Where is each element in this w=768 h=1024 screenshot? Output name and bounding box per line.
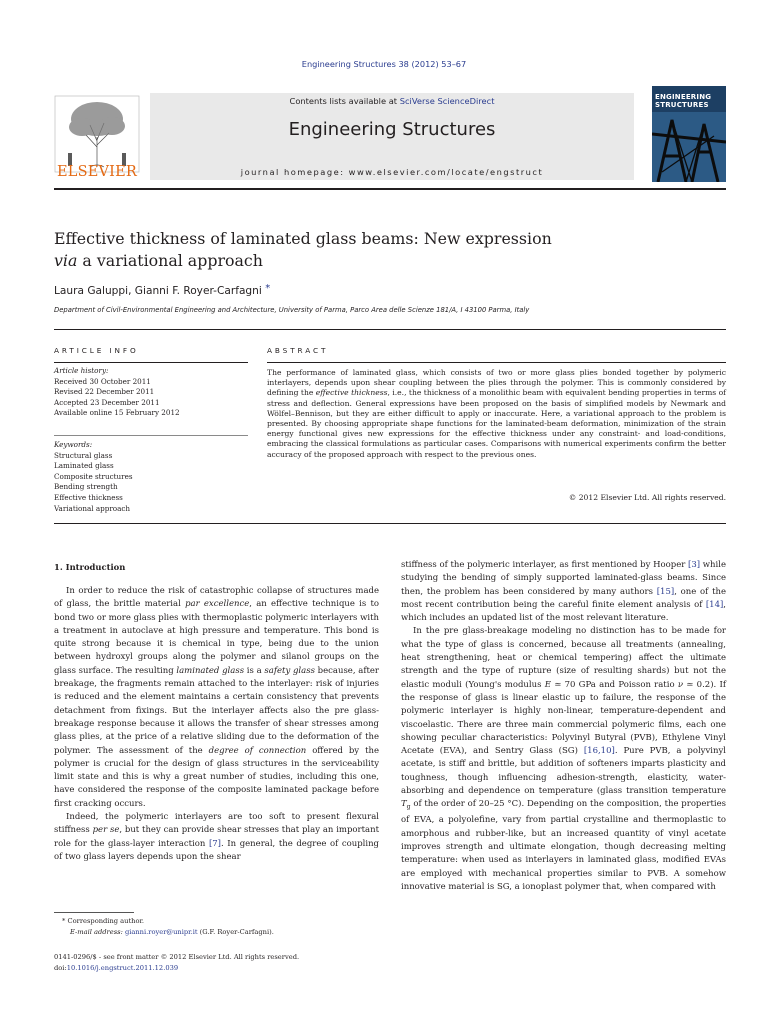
- italic-run: per se: [92, 825, 120, 836]
- corresponding-author-mark[interactable]: *: [265, 283, 271, 294]
- text-run: . In general, the degree of coupling of two glass layers depends upon the shear: [54, 838, 380, 862]
- abstract-text: [267, 368, 726, 460]
- footnote-corresponding: [54, 916, 379, 927]
- abstract-heading: ABSTRACT: [267, 346, 329, 355]
- keyword-item: Bending strength: [54, 482, 118, 492]
- title-line-2-rest: a variational approach: [77, 251, 263, 270]
- text-run: . Pure PVB, a polyvinyl acetate, is stiff and brittle, but addition of softeners imparts plasticity and toughness, though influencing adhesion-strength, elasticity, water-absorbing and dependence on temperature (glass transition temperature: [401, 746, 727, 797]
- footnote-mark: *: [62, 917, 66, 925]
- homepage-prefix: journal homepage:: [240, 167, 349, 177]
- issn-line: 0141-0296/$ - see front matter © 2012 Elsevier Ltd. All rights reserved.: [54, 953, 300, 961]
- citation-link[interactable]: [15]: [656, 586, 675, 597]
- text-run: while studying the bending of simply supported laminated-glass beams. Since then, the problem has been considered by many authors: [401, 560, 726, 597]
- email-link[interactable]: gianni.royer@unipr.it: [124, 928, 198, 936]
- text-run: Indeed, the polymeric interlayers are too soft to present flexural stiffness: [54, 812, 379, 836]
- intro-paragraph-4: [401, 625, 726, 894]
- doi-prefix: doi:: [54, 964, 67, 972]
- math-symbol: T: [401, 799, 407, 810]
- cover-title: [655, 93, 723, 109]
- homepage-url-link[interactable]: www.elsevier.com/locate/engstruct: [348, 167, 544, 177]
- keyword-item: Variational approach: [54, 503, 131, 513]
- email-label: E-mail address:: [70, 928, 123, 936]
- doi-line: [54, 963, 454, 974]
- title-line-1: Effective thickness of laminated glass beams: New expression: [54, 229, 552, 248]
- cover-title-line2: STRUCTURES: [655, 101, 709, 109]
- title-divider: [54, 329, 726, 330]
- abstract-rule-top: [267, 362, 726, 363]
- text-run: because, after breakage, the fragments remain attached to the interlayer: risk of injuries is reduced and the element maintains a certain consistency that prevents detachment from fixings. But the interlayer affects also the pre glass-breakage response because it allows the transfer of shear stresses among glass plies, at the price of a relative sliding due to the deformation of the polymer. The assessment of the: [54, 665, 379, 756]
- contents-availability: [150, 96, 634, 106]
- affiliation: Department of Civil-Environmental Engineering and Architecture, University of Parma, Parco Area delle Scienze 181/A, I 43100 Parma, Italy: [54, 306, 530, 314]
- keywords-block: [54, 440, 248, 514]
- footnote-email-line: [54, 927, 379, 938]
- article-history: [54, 366, 248, 419]
- italic-run: laminated glass: [176, 665, 245, 676]
- contents-prefix: Contents lists available at: [289, 96, 400, 106]
- history-online: Available online 15 February 2012: [54, 408, 180, 418]
- text-run: In order to reduce the risk of catastrophic collapse of structures made of glass, the brittle material: [54, 586, 379, 610]
- intro-paragraph-1: [54, 585, 379, 811]
- keyword-item: Laminated glass: [54, 461, 114, 471]
- italic-run: safety glass: [264, 665, 315, 676]
- author-list: [54, 283, 270, 297]
- text-run: , which includes an updated list of the most relevant literature.: [401, 599, 726, 624]
- text-run: , but they can provide shear stresses that play an important role for the glass-layer interaction: [54, 825, 379, 849]
- history-accepted: Accepted 23 December 2011: [54, 397, 160, 407]
- journal-homepage: [150, 167, 634, 177]
- footnote: [54, 916, 379, 938]
- left-column-body: [54, 585, 379, 864]
- intro-paragraph-2: [54, 811, 379, 864]
- abstract-copyright: © 2012 Elsevier Ltd. All rights reserved.: [568, 493, 726, 502]
- cover-title-line1: ENGINEERING: [655, 93, 712, 101]
- title-line-2: [54, 250, 614, 272]
- section-heading-introduction: 1. Introduction: [54, 562, 126, 572]
- footnote-corr-text: Corresponding author.: [67, 917, 145, 925]
- sciencedirect-link[interactable]: SciVerse ScienceDirect: [399, 96, 495, 106]
- text-run: is a: [244, 665, 265, 676]
- abstract-text-part: , i.e., the thickness of a monolithic beam with equivalent bending properties in terms of stress and deflection. General expressions have been proposed on the basis of simplified models by Newmark and Wölfel–Bennison, but they are either difficult to apply or inaccurate. Here, a variational approach to the problem is presented. By choosing appropriate shape functions for the laminated-beam deformation, minimization of the strain energy functional gives new expressions for the effective thickness under any constraint- and load-conditions, embracing the classical formulations as particular cases. Comparisons with numerical experiments confirm the better accuracy of the proposed approach with respect to the previous ones.: [267, 388, 726, 459]
- history-label: Article history:: [54, 366, 109, 375]
- text-run: In the pre glass-breakage modeling no distinction has to be made for what the type of glass is concerned, because all treatments (annealing, heat strengthening, heat or chemical tempering) affect the ultimate strength and the type of rupture (size of resulting shards) but not the elastic moduli (Young's modulus: [401, 626, 726, 690]
- text-run: stiffness of the polymeric interlayer, as first mentioned by Hooper: [401, 560, 689, 570]
- italic-run: degree of connection: [208, 745, 307, 756]
- text-run: ≃ 70 GPa and Poisson ratio: [550, 679, 678, 690]
- math-symbol: E: [544, 679, 551, 690]
- authors-names: Laura Galuppi, Gianni F. Royer-Carfagni: [54, 285, 262, 297]
- right-column-body: [401, 559, 726, 894]
- abstract-emphasis: effective thickness: [315, 388, 388, 398]
- article-info-heading: ARTICLE INFO: [54, 346, 139, 355]
- footnote-rule: [54, 912, 134, 913]
- abstract-rule-bottom: [54, 523, 726, 524]
- citation-link[interactable]: [14]: [705, 599, 724, 610]
- text-run: ≃ 0.2). If the response of glass is linear elastic up to failure, the response of the polymeric interlayer is highly non-linear, temperature-dependent and viscoelastic. There are three main commercial polymeric films, each one showing peculiar characteristics: Polyvinyl Butyral (PVB), Ethylene Vinyl Acetate (EVA), and Sentry Glass (SG): [401, 679, 726, 757]
- doi-link[interactable]: 10.1016/j.engstruct.2011.12.039: [66, 964, 179, 972]
- intro-paragraph-3: [401, 559, 726, 625]
- citation-link[interactable]: [3]: [688, 560, 701, 570]
- abstract-text-part: The performance of laminated glass, which consists of two or more glass plies bonded together by polymeric interlayers, depends upon shear coupling between the plies through the polymer. This is commonly considered by defining the: [267, 368, 726, 398]
- title-italic-via: via: [54, 251, 78, 270]
- italic-run: par excellence: [185, 599, 250, 610]
- keyword-item: Composite structures: [54, 471, 133, 481]
- text-run: offered by the polymer is crucial for the design of glass structures in the serviceability limit state and this is why a great number of studies, including this one, have considered the response of the composite laminated package before first cracking occurs.: [54, 745, 379, 809]
- keyword-item: Effective thickness: [54, 492, 123, 502]
- history-received: Received 30 October 2011: [54, 376, 151, 386]
- math-subscript: g: [406, 804, 411, 812]
- paper-title: [54, 228, 614, 272]
- text-run: , an effective technique is to bond two or more glass plies with thermoplastic polymeric interlayers with a treatment in autoclave at high pressure and temperature. This bond is quite strong because it is chemical in type, being due to the union between hydroxyl groups along the polymer and silanol groups on the glass surface. The resulting: [54, 599, 380, 676]
- journal-reference-link[interactable]: Engineering Structures 38 (2012) 53–67: [301, 59, 467, 69]
- email-suffix: (G.F. Royer-Carfagni).: [197, 928, 274, 936]
- masthead-divider: [54, 188, 726, 190]
- bottom-metadata: [54, 952, 454, 974]
- cover-structure-graphic: [652, 112, 726, 182]
- article-info-rule: [54, 362, 248, 363]
- history-revised: Revised 22 December 2011: [54, 387, 155, 397]
- keywords-label: Keywords:: [54, 440, 93, 449]
- journal-title: Engineering Structures: [288, 119, 496, 140]
- citation-link[interactable]: [16,10]: [583, 746, 615, 757]
- math-symbol: ν: [677, 679, 684, 690]
- citation-link[interactable]: [7]: [208, 838, 221, 849]
- text-run: , one of the most recent contribution being the careful finite element analysis of: [401, 586, 726, 610]
- journal-cover-image: [652, 86, 726, 182]
- keywords-rule: [54, 435, 248, 436]
- text-run: of the order of 20–25 °C). Depending on the composition, the properties of EVA, a polyolefine, vary from partial crystalline and thermoplastic to amorphous and rubber-like, but an increased quantity of vinyl acetate improves strength and ultimate elongation, though decreasing melting temperature: when used as interlayers in laminated glass, modified EVAs are employed with mechanical properties similar to PVB. A somehow innovative material is SG, a ionoplast polymer that, when compared with: [401, 799, 726, 892]
- keyword-item: Structural glass: [54, 450, 113, 460]
- publisher-name: ELSEVIER: [56, 164, 138, 180]
